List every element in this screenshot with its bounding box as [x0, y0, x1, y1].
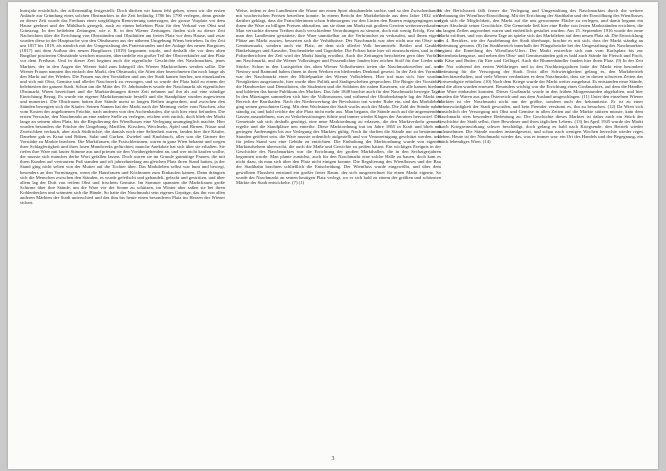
document-page: [8, 2, 658, 469]
page-number: 3: [331, 456, 335, 462]
text-column-left: [20, 8, 225, 448]
text-column-middle: [236, 8, 441, 448]
text-column-right: [438, 8, 643, 448]
column-text: Weise, indem er den Landleuten die Waare um einen Spott abzuhandeln suchte, und so den Zwischenhandel mit wucherischen Preisen betreiben konnte. In einem Bericht der Marktbehörde aus dem Jahre 1832 wird darüber geklagt, dass die Fratschlerinnen schon frühmorgens vor den Linien den Bauern entgegengingen und ihnen die Ware zu billigen Preisen abkauften, um sie dann am Markt mit großem Gewinn weiterzuverkaufen. Man versuchte diesem Treiben durch verschiedene Verordnungen zu steuern, doch mit wenig Erfolg. Erst als man den Landleuten gestattete, ihre Ware unmittelbar an die Verbraucher zu verkaufen, und ihnen eigene Plätze am Markt zuwies, besserten sich die Verhältnisse. Der Naschmarkt war aber nicht nur ein Obst- und Gemüsemarkt, sondern auch ein Platz, an dem sich allerlei Volk herumtrieb: Bettler und Gaukler, Bänkelsänger und Ausrufer, Taschendiebe und Tagediebe. Die Polizei hatte hier oft einzuschreiten, und in den Polizeiberichten der Zeit wird der Markt häufig erwähnt. Auch die Zeitungen berichteten gern über Vorfälle am Naschmarkt, und die Wiener Volkssänger und Possendichter fanden hier reichen Stoff für ihre Lieder und Stücke. Schon in den Lustspielen des alten Wiener Volkstheaters treten die Naschmarktweiber auf, und Nestroy und Raimund haben ihnen in ihren Werken ein bleibendes Denkmal gesetzt. In der Zeit des Vormärz war der Naschmarkt einer der Mittelpunkte des Wiener Volkslebens. Hier traf man sich, hier wurden Neuigkeiten ausgetauscht, hier wurde über Politik und Stadtgeschehen gesprochen. Die Bürger der Vorstädte, die Handwerker und Dienstboten, die Studenten und die Soldaten der nahen Kasernen, sie alle kamen hierher und bildeten das bunte Publikum des Marktes. Das Jahr 1848 brachte auch für den Naschmarkt bewegte Tage. In den Märztagen sammelten sich hier die Volksmassen, und während der Oktoberkämpfe lag der Markt im Bereich der Barrikaden. Nach der Niederwerfung der Revolution trat wieder Ruhe ein, und das Marktleben ging seinen gewohnten Gang. Mit dem Wachstum der Stadt wuchs auch der Markt. Die Zahl der Stände nahm ständig zu, und bald reichte der alte Platz nicht mehr aus. Man begann, die Stände auch auf die angrenzenden Gassen auszudehnen, was zu Verkehrsstörungen führte und immer wieder Klagen der Anrainer hervorrief. Die Gemeinde sah sich deshalb genötigt, eine neue Marktordnung zu erlassen, die den Marktverkehr genauer regelte und die Standplätze neu einteilte. Diese Marktordnung trat im Jahre 1865 in Kraft und blieb mit geringen Änderungen bis zur Verlegung des Marktes gültig. Nach ihr durften die Stände nur zu bestimmten Stunden geöffnet sein, die Ware musste ordentlich aufgestellt und vor Verunreinigung geschützt werden, und für jeden Stand war eine Gebühr zu entrichten. Die Einhaltung der Marktordnung wurde von eigenen Marktaufsehern überwacht, die auch die Maße und Gewichte zu prüfen hatten. Ein wichtiges Ereignis in der Geschichte des Naschmarktes war die Errichtung der großen Markthallen, die in den Sechzigerjahren begonnen wurde. Man plante zunächst, auch für den Naschmarkt eine solche Halle zu bauen, doch kam es nicht dazu, da man sich über den Platz nicht einigen konnte. Die Regulierung des Wienflusses und der Bau der Stadtbahn brachten schließlich die Entscheidung. Der Wienfluss wurde eingewölbt, und über dem gewölbten Flussbett entstand ein großer freier Raum, der sich ausgezeichnet für einen Markt eignete. So wurde der Naschmarkt an seinen heutigen Platz verlegt, wo er sich bald zu einem der größten und schönsten Märkte der Stadt entwickelte. (7) (1): [236, 8, 441, 185]
column-text: In der Berichtszeit fällt ferner die Verlegung und Umgestaltung des Naschmarktes durch die weitere Verbauung der Wienfluss-Einwölbung. Mit der Errichtung der Stadtbahn und der Einwölbung des Wienflusses ergab sich die Möglichkeit, den Markt auf die neu gewonnene Fläche zu verlegen, und damit begann ein neuer Abschnitt seiner Geschichte. Die Gemeinde ließ hier eine Reihe von festen Marktständen errichten, die in langen Zeilen angeordnet waren und einheitlich gestaltet wurden. Am 15. September 1916 wurde der neue Markt eröffnet, und von diesem Tage an spielte sich das Marktleben auf dem neuen Platz ab. Die Entwicklung des 4. Bezirkes, wie der Ausdehnung der Stadt überhaupt, brachte es mit sich, dass der Markt ständig an Bedeutung gewann. (8) Im Stadtbereich innerhalb der Pfingstbrücke bei der Umgestaltung des Naschmarktes beginnt die Einteilung des Wienfluss-Ufers. Der Markt erstreckte sich nun vom Karlsplatz bis zur Kettenbrückengasse, und neben den Obst- und Gemüseständen gab es bald auch Stände für Fleisch und Fisch, für Käse und Butter, für Eier und Geflügel. Auch die Blumenhändler fanden hier ihren Platz. (9) In der Zeit der Not während des ersten Weltkrieges und in den Nachkriegsjahren hatte der Markt eine besondere Bedeutung für die Versorgung der Stadt. Trotz aller Schwierigkeiten gelang es, den Marktbetrieb aufrechtzuerhalten, und viele Wiener verdankten es dem Naschmarkt, dass sie in diesen schweren Zeiten das Notwendigste erhielten. (10) Nach dem Kriege wurde der Markt weiter ausgebaut. Es entstanden neue Stände, und die alten wurden erneuert. Besonders wichtig war die Errichtung eines Großmarktes, auf dem die Händler ihre Ware einkaufen konnten. Dieser Großmarkt wurde in den frühen Morgenstunden abgehalten, und hier wurden die Waren aus ganz Österreich und aus dem Ausland umgeschlagen. (11) Unter den einzelnen Wiener Märkten ist der Naschmarkt nicht nur der größte, sondern auch der bekannteste. Er ist zu einer Sehenswürdigkeit der Stadt geworden, und kein Fremder versäumt es, ihn zu besuchen. (12) Da Wien sich hinsichtlich der Versorgung mit Obst und Gemüse in allen Zeiten auf die Märkte stützen musste, kam dem Naschmarkt stets besondere Bedeutung zu. Die Geschichte dieses Marktes ist daher auch ein Stück der Geschichte der Stadt selbst, ihrer Bewohner und ihres täglichen Lebens. (13) Im April 1945 wurde der Markt durch Kriegseinwirkung schwer beschädigt, doch gelang es bald nach Kriegsende, den Betrieb wieder aufzunehmen. Die Stände wurden instandgesetzt, und schon nach wenigen Wochen herrschte wieder reges Leben. Heute ist der Naschmarkt wieder das, was er immer war: ein Ort des Handels und der Begegnung, ein Stück lebendiges Wien. (14): [438, 8, 643, 145]
column-text: burtsjahr ersichtlich, der ziffernmäßig festgestellt. Doch dürften wir kaum fehl gehen, wenn wir die ersten Anläufe zur Gründung eines solchen Obstmarktes in die Zeit beiläufig 1786 bis 1790 verlegen, denn gerade zu dieser Zeit wurde das Freihaus einer sorgfältigen Renovierung unterzogen, der grosse Vorplatz vor dem Hause geebnet und der Mühlbach geregelt, auch zu einem beliebten Platz für den Verkauf von Obst und Grünzeug. In den beliebten Zeitungen, wie z. B. in den Wiener Zeitungen, finden sich zu dieser Zeit Nachrichten über die Errichtung von Obstständen und Obsthütten am freien Platz vor dem Hause, und zwar wurden diese in der Hauptsache von den Obstbauern aus der näheren Umgebung Wiens betrieben. In der Zeit um 1817 bis 1819, als nämlich mit der Umgestaltung des Praterstrandes und der Anlage des neuen Burgtores (1817) mit dem Aufbau des neuen Burgthores (1819) begonnen wurde, und deshalb die vor dem alten Burgthor postierten Obststände weichen mussten, übersiedelte ein großer Teil der Obstverkäufer auf den Platz vor dem Freihaus. Und in dieser Zeit beginnt auch die eigentliche Geschichte des Naschmarktes, jenes Marktes, der in den Augen der Wiener bald zum Inbegriff des Wiener Markttreibens werden sollte. Die Wiener Frauen nannten ihn einfach den Markt, den Obstmarkt, die Alten aber bezeichneten ihn noch lange als den Markt auf der Wieden. Die Frauen aus den Vorstädten und aus der Stadt kamen hierher, um einzukaufen und sich mit Obst, Gemüse und allerlei Naschwerk zu versorgen, und so wurde der Platz bald zu einem der belebtesten der ganzen Stadt. Schon um die Mitte des 19. Jahrhunderts wurde der Naschmarkt als eigentlicher Obstmarkt Wiens bezeichnet und die Marktordnungen dieser Zeit nehmen auf ihn als auf eine ständige Einrichtung Bezug. Es wurde ein eigener Marktkommissär bestellt und die Standplätze wurden zugewiesen und numeriert. Die Obstfrauen hatten ihre Stände meist in langen Reihen angeordnet, und zwischen den Ständen bewegten sich die Käufer. Seinen Namen hat der Markt nach der Meinung vieler vom Naschen, also vom Kosten der angebotenen Früchte, nach anderen von den Aschenhaufen, die sich hier einst befanden. Die ersten Versuche, den Naschmarkt an eine andere Stelle zu verlegen, reichen weit zurück, doch blieb der Markt lange an seinem alten Platz, bis die Regulierung des Wienflusses eine Verlegung unumgänglich machte. Hier wurden besonders die Früchte der Umgebung, Marillen, Kirschen, Weichseln, Äpfel und Birnen, Nüsse und Zwetschken verkauft, aber auch Südfrüchte, die damals noch eine Seltenheit waren, fanden hier ihre Käufer. Daneben gab es Kraut und Rüben, Salat und Gurken, Zwiebel und Knoblauch, alles was die Gärtner der Vorstädte zu Markte brachten. Die Marktfrauen, die Fratschlerinnen, waren in ganz Wien bekannt und wegen ihrer Schlagfertigkeit und ihres losen Mundwerks gefürchtet; manche Anekdote hat sich über sie erhalten. Sie riefen ihre Ware mit lauter Stimme aus und priesen sie den Vorübergehenden an, und wer nicht kaufen wollte, der musste sich manches derbe Wort gefallen lassen. Doch waren sie im Grunde gutmütige Frauen, die mit ihren Kunden auf vertrautem Fuß standen und oft jahrzehntelang am gleichen Platz ihren Stand hatten, ja der Stand ging nicht selten von der Mutter auf die Tochter über. Das Marktleben selbst war bunt und bewegt, besonders an den Vormittagen, wenn die Hausfrauen und Köchinnen zum Einkaufen kamen. Dann drängten sich die Menschen zwischen den Ständen, es wurde gefeilscht und gehandelt, gelacht und gestritten, und über allem lag der Duft von reifem Obst und frischem Gemüse. Im Sommer spannten die Marktfrauen große Schirme über ihre Stände, um die Ware vor der Sonne zu schützen, im Winter aber saßen sie bei ihren Kohlenbecken und wärmten sich die Hände. So hatte der Naschmarkt sein eigenes Gepräge, das ihn von allen anderen Märkten der Stadt unterschied und das ihm bis heute einen besonderen Platz im Herzen der Wiener sichert.: [20, 8, 225, 205]
